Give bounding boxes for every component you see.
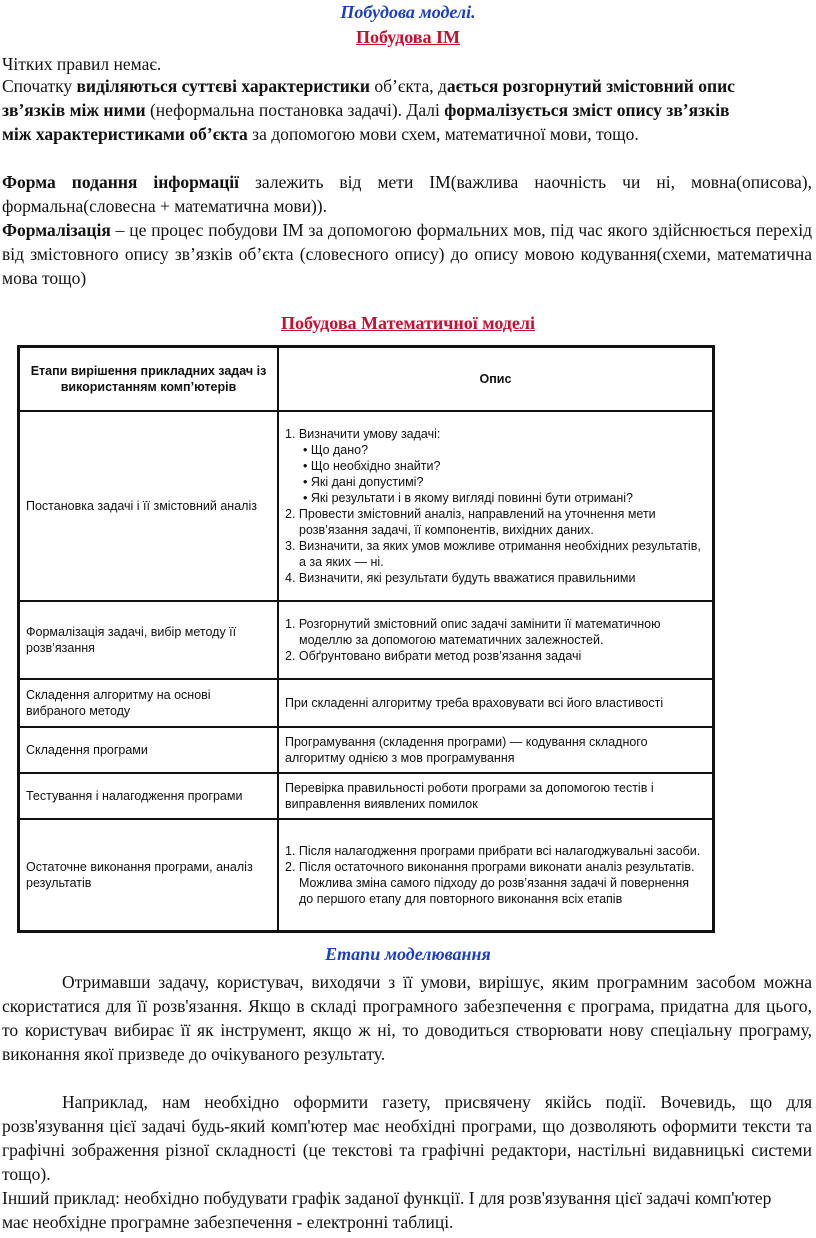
stage-cell: Тестування і налагодження програми: [19, 773, 279, 819]
table-row: [19, 679, 714, 727]
stage-cell: Постановка задачі і її змістовний аналіз: [19, 411, 279, 601]
list-item: 2. Провести змістовний аналіз, направлений на уточнення мети розв’язання задачі, її компонентів, вихідних даних.: [285, 506, 656, 537]
title-model: Побудова моделі.: [340, 2, 476, 22]
table-row: [19, 727, 714, 773]
bullet-item: • Що дано?: [317, 442, 706, 458]
list-item: 3. Визначити, за яких умов можливе отримання необхідних результатів, а за яких — ні.: [285, 538, 701, 569]
p3-bold: Формалізація: [2, 220, 111, 240]
desc-cell: [278, 601, 714, 679]
p2-bold: Форма подання інформації: [2, 172, 239, 192]
list-item: 4. Визначити, які результати будуть вважатися правильними: [285, 570, 636, 585]
paragraph-form: [2, 170, 812, 218]
stage-cell: Остаточне виконання програми, аналіз результатів: [19, 819, 279, 932]
list-item: 1. Розгорнутий змістовний опис задачі замінити її математичною моделлю за допомогою математичних залежностей.: [285, 616, 661, 647]
table-row: [19, 411, 714, 601]
stages-table: [17, 345, 715, 933]
p1-text: (неформальна постановка задачі). Далі: [145, 100, 445, 120]
desc-list: [285, 426, 706, 586]
list-item: 2. Після остаточного виконання програми виконати аналіз результатів. Можлива зміна самого підходу до розв’язання задачі й повернення до першого етапу для повторного виконання всіх етапів: [285, 859, 695, 906]
stage-cell: Складення програми: [19, 727, 279, 773]
header-stage: Етапи вирішення прикладних задач із використанням комп’ютерів: [19, 347, 279, 411]
section-math-title: Побудова Математичної моделі: [280, 313, 536, 333]
p3-text: – це процес побудови ІМ за допомогою формальних мов, під час якого здійснюється перехід від змістовного опису зв’язків об’єкта (словесного опису) до опису мовою кодування(схеми, математична мова тощо): [2, 220, 812, 288]
p1-text: об’єкта, д: [369, 76, 447, 96]
p2-text: залежить від мети ІМ(важлива наочність чи ні, мовна(описова), формальна(словесна + математична мови)).: [2, 172, 812, 216]
paragraph-example-newspaper: Наприклад, нам необхідно оформити газету, присвячену якійсь події. Вочевидь, що для розв'язування цієї задачі будь-який комп'ютер має необхідні програми, що дозволяють оформити тексти та графічні зображення різної складності (це текстові та графічні редактори, настільні видавницькі системи тощо).: [2, 1092, 812, 1184]
bullet-item: • Що необхідно знайти?: [317, 458, 706, 474]
paragraph-formalization: [2, 218, 812, 290]
desc-cell: [278, 411, 714, 601]
desc-list: [285, 616, 706, 664]
table-row: [19, 601, 714, 679]
desc-cell: Програмування (складення програми) — кодування складного алгоритму однією з мов програмування: [278, 727, 714, 773]
list-item: [285, 426, 706, 506]
title-im: Побудова ІМ: [355, 27, 461, 47]
paragraph-example-graph: Інший приклад: необхідно побудувати графік заданої функції. І для розв'язування цієї задачі комп'ютер має необхідне програмне забезпечення - електронні таблиці.: [2, 1188, 772, 1232]
desc-list: [285, 843, 706, 907]
desc-cell: Перевірка правильності роботи програми за допомогою тестів і виправлення виявлених помилок: [278, 773, 714, 819]
list-item-text: 1. Визначити умову задачі:: [285, 426, 441, 441]
bullet-item: • Які дані допустимі?: [317, 474, 706, 490]
p1-bold: виділяються суттєві характеристики: [76, 76, 370, 96]
desc-cell: [278, 819, 714, 932]
bullet-list: [299, 442, 706, 506]
stage-cell: Формалізація задачі, вибір методу її розв’язання: [19, 601, 279, 679]
list-item: 2. Обґрунтовано вибрати метод розв’язання задачі: [285, 648, 582, 663]
p1-text: Спочатку: [2, 76, 77, 96]
bullet-item: • Які результати і в якому вигляді повинні бути отримані?: [317, 490, 706, 506]
desc-cell: При складенні алгоритму треба враховувати всі його властивості: [278, 679, 714, 727]
p1-bold: ається розгорнутий змістовний опис зв’язків між ними: [2, 76, 735, 120]
list-item: 1. Після налагодження програми прибрати всі налагоджувальні засоби.: [285, 843, 701, 858]
paragraph-user-task: Отримавши задачу, користувач, виходячи з її умови, вирішує, яким програмним засобом можна скористатися для її розв'язання. Якщо в складі програмного забезпечення є програма, придатна для цього, то користувач вибирає її як інструмент, якщо ж ні, то доводиться створювати нову спеціальну програму, виконання якої призведе до очікуваного результату.: [2, 972, 812, 1064]
intro-line: Чітких правил немає.: [2, 54, 162, 74]
table-row: [19, 773, 714, 819]
header-desc: Опис: [278, 347, 714, 411]
section-stages-title: Етапи моделювання: [325, 944, 491, 964]
table-row: [19, 819, 714, 932]
table-header-row: [19, 347, 714, 411]
p1-bold: формалізується зміст опису зв’язків між характеристиками об’єкта: [2, 100, 730, 144]
p1-text: за допомогою мови схем, математичної мови, тощо.: [247, 124, 639, 144]
stage-cell: Складення алгоритму на основі вибраного методу: [19, 679, 279, 727]
paragraph-highlight: [2, 74, 742, 146]
